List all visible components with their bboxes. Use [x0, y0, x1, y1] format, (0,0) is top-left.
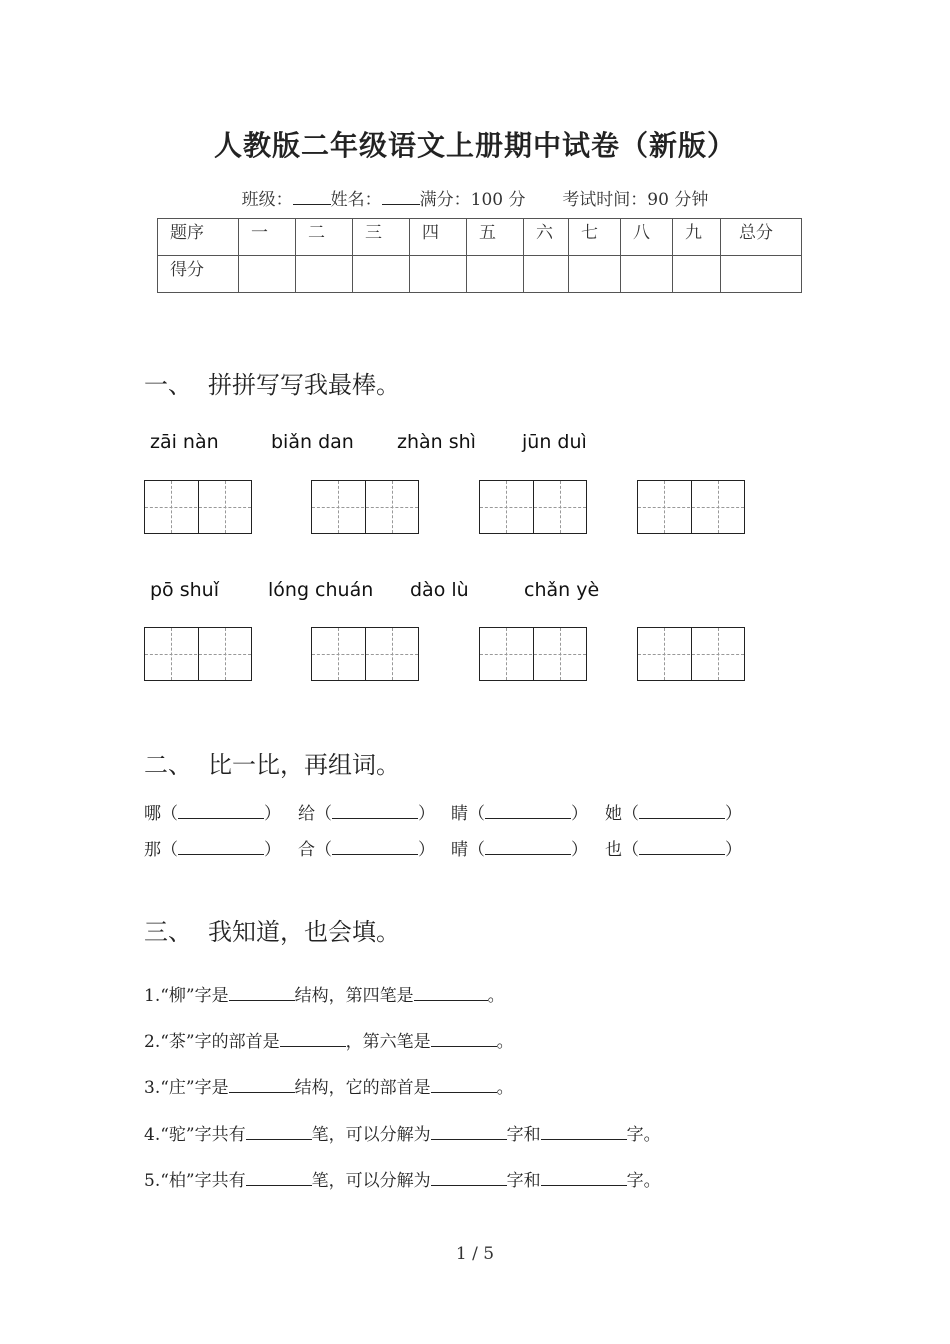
table-cell: 五: [467, 219, 524, 256]
score-cell[interactable]: [569, 256, 621, 293]
compare-item[interactable]: 哪（ ）: [144, 804, 281, 824]
section-number: 二、: [144, 751, 192, 779]
table-cell: 总分: [721, 219, 802, 256]
section-title: 拼拼写写我最棒。: [208, 371, 400, 399]
writing-grid[interactable]: [637, 627, 745, 681]
pinyin-label: zhàn shì: [397, 431, 476, 453]
question-2: 2.“茶”字的部首是 ，第六笔是 。: [144, 1032, 514, 1052]
compare-item[interactable]: 也（ ）: [605, 840, 742, 860]
table-cell: 八: [621, 219, 673, 256]
score-cell[interactable]: [673, 256, 721, 293]
score-cell[interactable]: [410, 256, 467, 293]
score-cell[interactable]: [621, 256, 673, 293]
answer-blank[interactable]: [541, 1170, 627, 1186]
pinyin-label: chǎn yè: [524, 579, 600, 601]
name-blank[interactable]: [382, 204, 420, 205]
writing-grid[interactable]: [144, 627, 252, 681]
answer-blank[interactable]: [280, 1031, 346, 1047]
answer-blank[interactable]: [229, 985, 295, 1001]
answer-blank[interactable]: [431, 1124, 507, 1140]
table-cell: 二: [296, 219, 353, 256]
section-number: 三、: [144, 918, 192, 946]
section-title: 我知道，也会填。: [208, 918, 400, 946]
question-5: 5.“柏”字共有 笔，可以分解为 字和 字。: [144, 1171, 661, 1191]
score-cell[interactable]: [296, 256, 353, 293]
section-number: 一、: [144, 371, 192, 399]
writing-grid[interactable]: [311, 480, 419, 534]
compare-item[interactable]: 她（ ）: [605, 804, 742, 824]
section-title: 比一比，再组词。: [208, 751, 400, 779]
compare-item[interactable]: 那（ ）: [144, 840, 281, 860]
table-cell: 九: [673, 219, 721, 256]
compare-item[interactable]: 晴（ ）: [451, 840, 588, 860]
pinyin-label: dào lù: [410, 579, 469, 601]
score-cell[interactable]: [353, 256, 410, 293]
exam-info: [0, 185, 950, 210]
answer-blank[interactable]: [414, 985, 488, 1001]
answer-blank[interactable]: [229, 1077, 295, 1093]
answer-blank[interactable]: [431, 1077, 497, 1093]
score-cell[interactable]: [524, 256, 569, 293]
table-cell: 得分: [158, 256, 239, 293]
class-blank[interactable]: [293, 204, 331, 205]
question-3: 3.“庄”字是 结构，它的部首是 。: [144, 1078, 514, 1098]
writing-grid[interactable]: [479, 627, 587, 681]
compare-item[interactable]: 合（ ）: [298, 840, 435, 860]
score-table-score-row: [158, 256, 802, 293]
answer-blank[interactable]: [246, 1170, 312, 1186]
page-title: 人教版二年级语文上册期中试卷（新版）: [213, 129, 736, 162]
pinyin-label: zāi nàn: [150, 431, 219, 453]
full-score: 满分：100 分: [419, 190, 526, 210]
table-cell: 六: [524, 219, 569, 256]
section-3-heading: [144, 912, 400, 947]
question-4: 4.“驼”字共有 笔，可以分解为 字和 字。: [144, 1125, 661, 1145]
answer-blank[interactable]: [541, 1124, 627, 1140]
table-cell: 题序: [158, 219, 239, 256]
score-cell[interactable]: [721, 256, 802, 293]
exam-time: 考试时间：90 分钟: [562, 190, 709, 210]
pinyin-label: biǎn dan: [271, 431, 354, 453]
section-2-heading: [144, 745, 400, 780]
answer-blank[interactable]: [431, 1031, 497, 1047]
class-label: 班级：: [241, 190, 293, 210]
pinyin-label: pō shuǐ: [150, 579, 219, 601]
table-cell: 三: [353, 219, 410, 256]
table-cell: 七: [569, 219, 621, 256]
score-table: [157, 218, 802, 293]
score-table-header-row: [158, 219, 802, 256]
score-cell[interactable]: [467, 256, 524, 293]
compare-item[interactable]: 睛（ ）: [451, 804, 588, 824]
table-cell: 四: [410, 219, 467, 256]
pinyin-label: jūn duì: [522, 431, 587, 453]
question-1: 1.“柳”字是 结构，第四笔是 。: [144, 986, 505, 1006]
writing-grid[interactable]: [479, 480, 587, 534]
pinyin-label: lóng chuán: [268, 579, 374, 601]
compare-item[interactable]: 给（ ）: [298, 804, 435, 824]
writing-grid[interactable]: [144, 480, 252, 534]
score-cell[interactable]: [239, 256, 296, 293]
page-number: 1 / 5: [455, 1244, 495, 1264]
answer-blank[interactable]: [246, 1124, 312, 1140]
answer-blank[interactable]: [431, 1170, 507, 1186]
name-label: 姓名：: [330, 190, 382, 210]
table-cell: 一: [239, 219, 296, 256]
writing-grid[interactable]: [311, 627, 419, 681]
section-1-heading: [144, 365, 400, 400]
writing-grid[interactable]: [637, 480, 745, 534]
